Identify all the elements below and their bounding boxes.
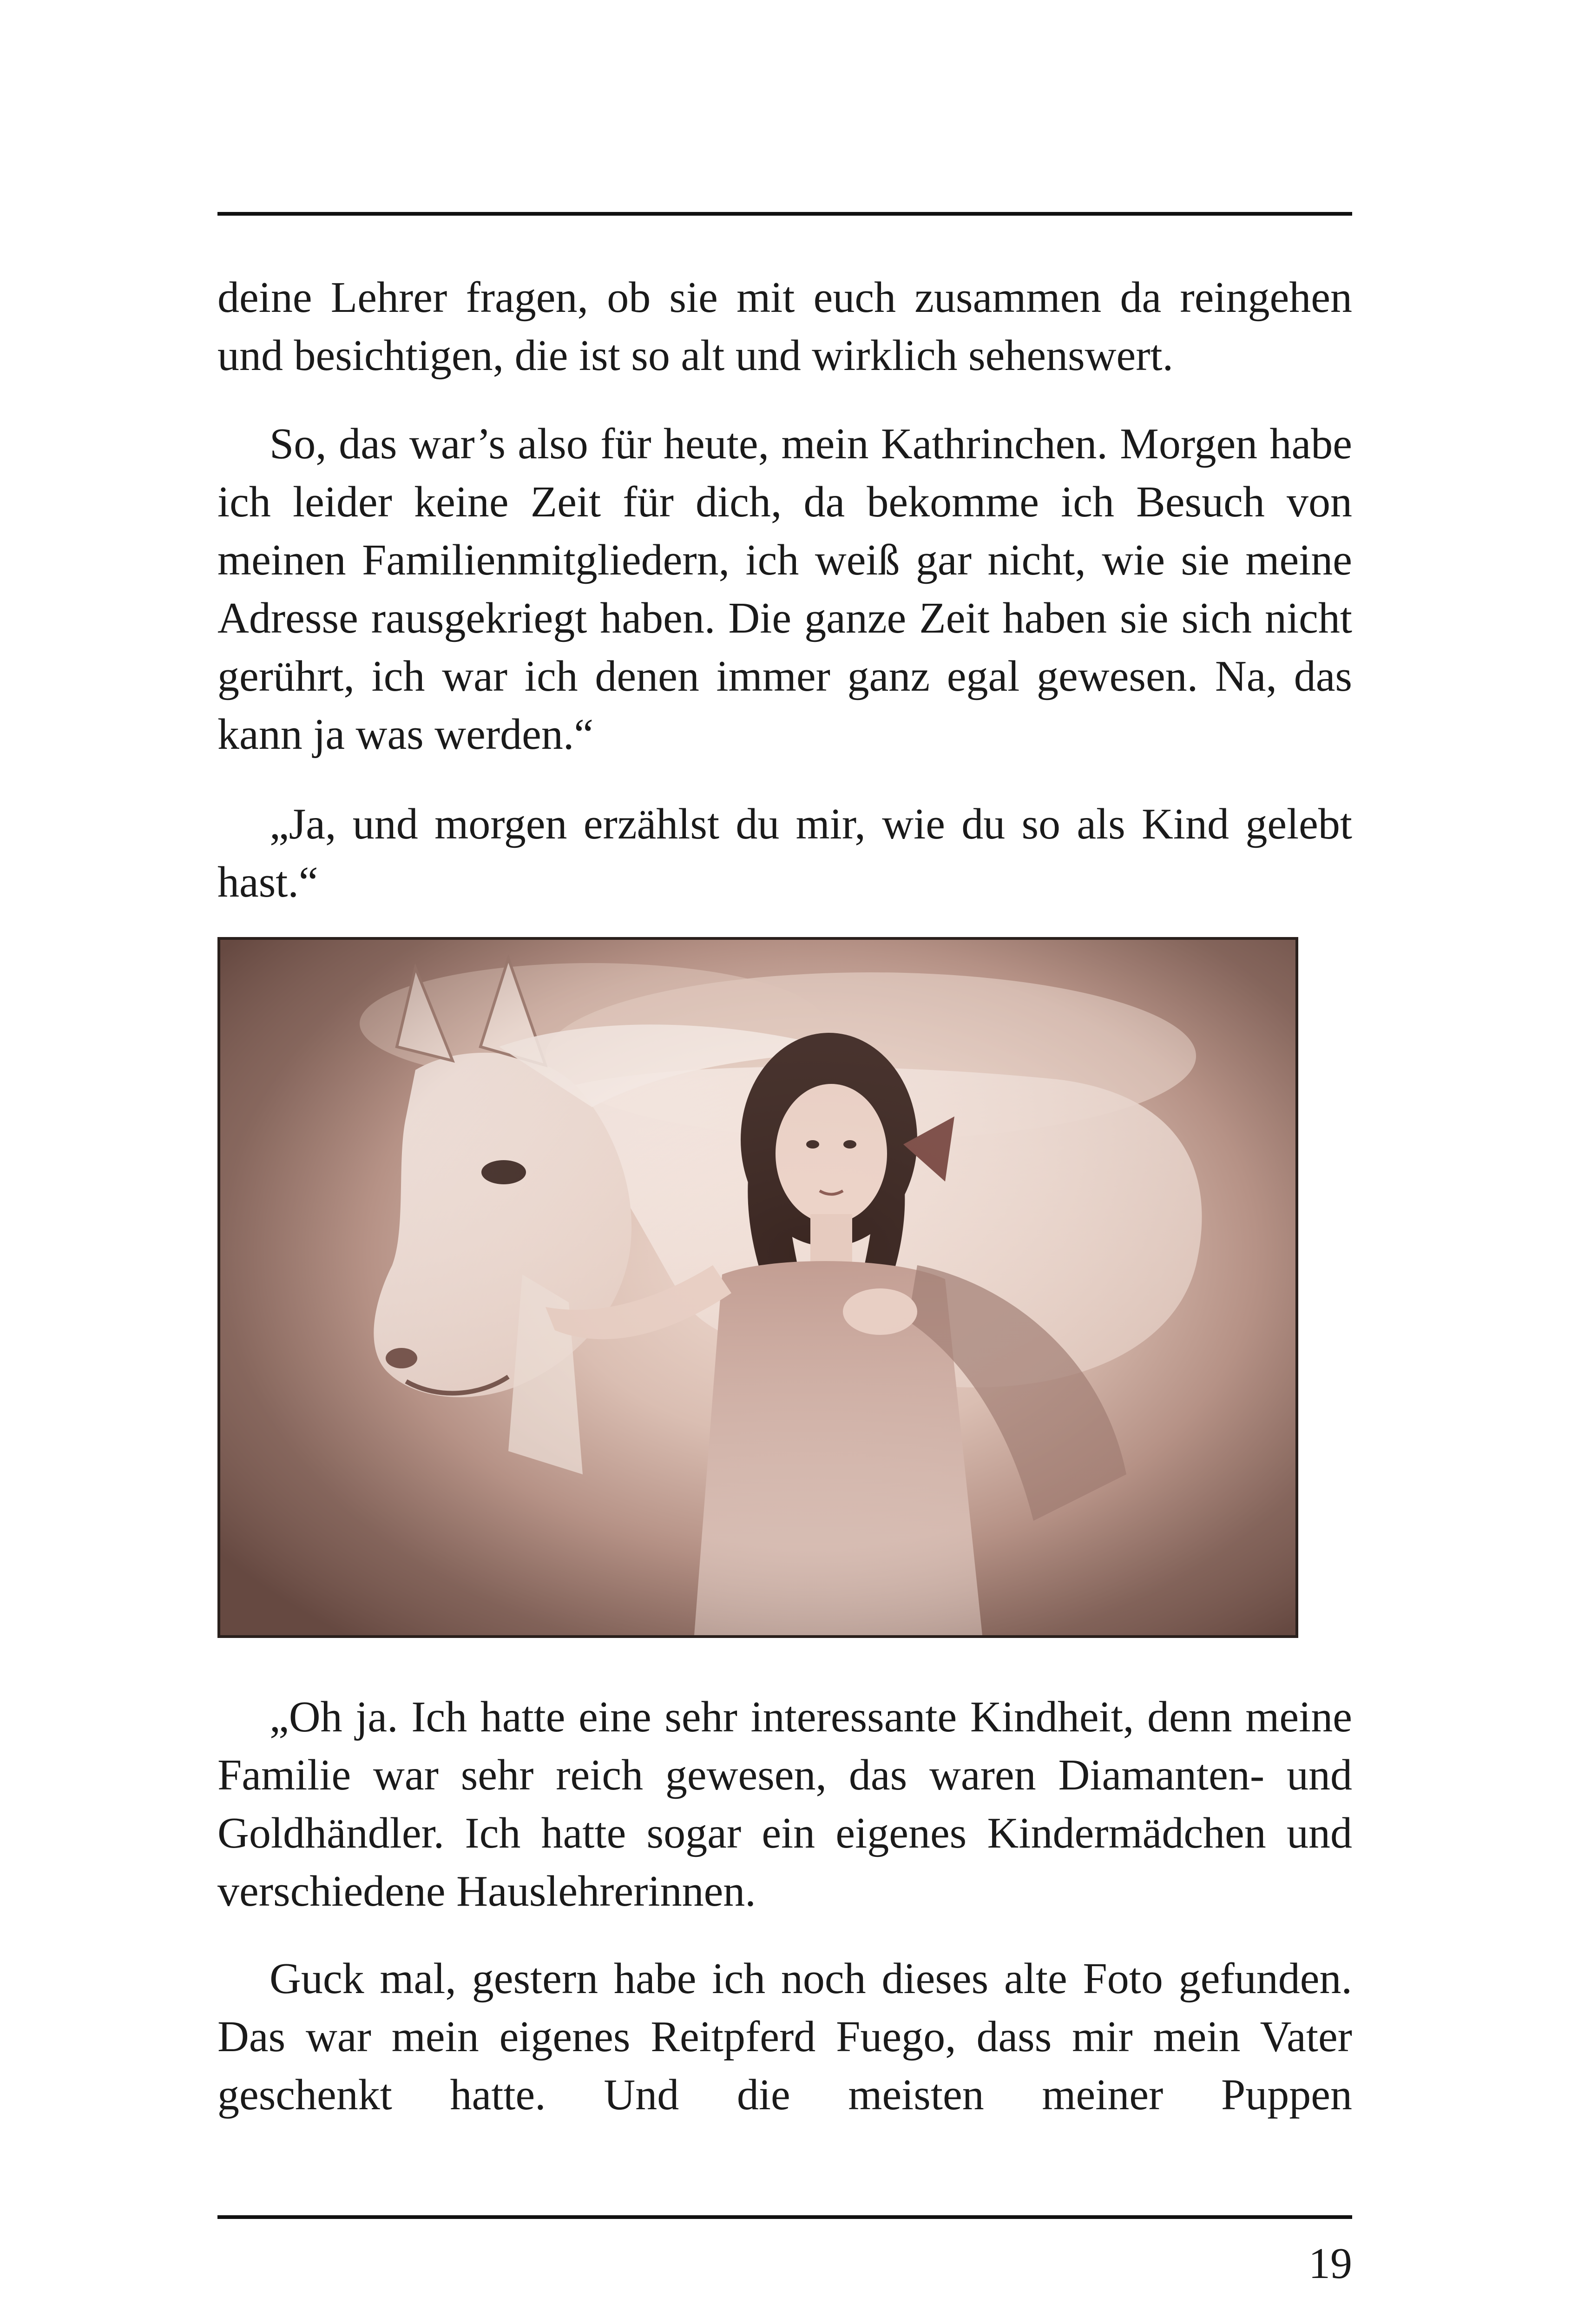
sepia-photo-girl-with-horse	[217, 937, 1298, 1638]
paragraph-4: „Oh ja. Ich hatte eine sehr interessante Kindheit, denn meine Familie war sehr reich gewesen, das waren Diamanten- und Goldhändler. Ich hatte sogar ein eigenes Kindermädchen und verschiedene Hauslehrerinnen.	[217, 1693, 1352, 1915]
paragraph-2: So, das war’s also für heute, mein Kathrinchen. Morgen habe ich leider keine Zeit für dich, da bekomme ich Besuch von meinen Familienmitgliedern, ich weiß gar nicht, wie sie meine Adresse rausgekriegt haben. Die ganze Zeit haben sie sich nicht gerührt, ich war ich denen immer ganz egal gewesen. Na, das kann ja was werden.“	[217, 420, 1352, 759]
paragraph-1: deine Lehrer fragen, ob sie mit euch zusammen da reingehen und besichtigen, die ist so alt und wirklich sehenswert.	[217, 273, 1352, 380]
footer-rule	[217, 2215, 1352, 2219]
page-number: 19	[1308, 2239, 1352, 2288]
paragraph-5: Guck mal, gestern habe ich noch dieses alte Foto gefunden. Das war mein eigenes Reitpferd Fuego, dass mir mein Vater geschenkt hatte. Und die meisten meiner Puppen	[217, 1954, 1352, 2119]
paragraph-3: „Ja, und morgen erzählst du mir, wie du so als Kind gelebt hast.“	[217, 800, 1352, 906]
header-rule	[217, 212, 1352, 216]
